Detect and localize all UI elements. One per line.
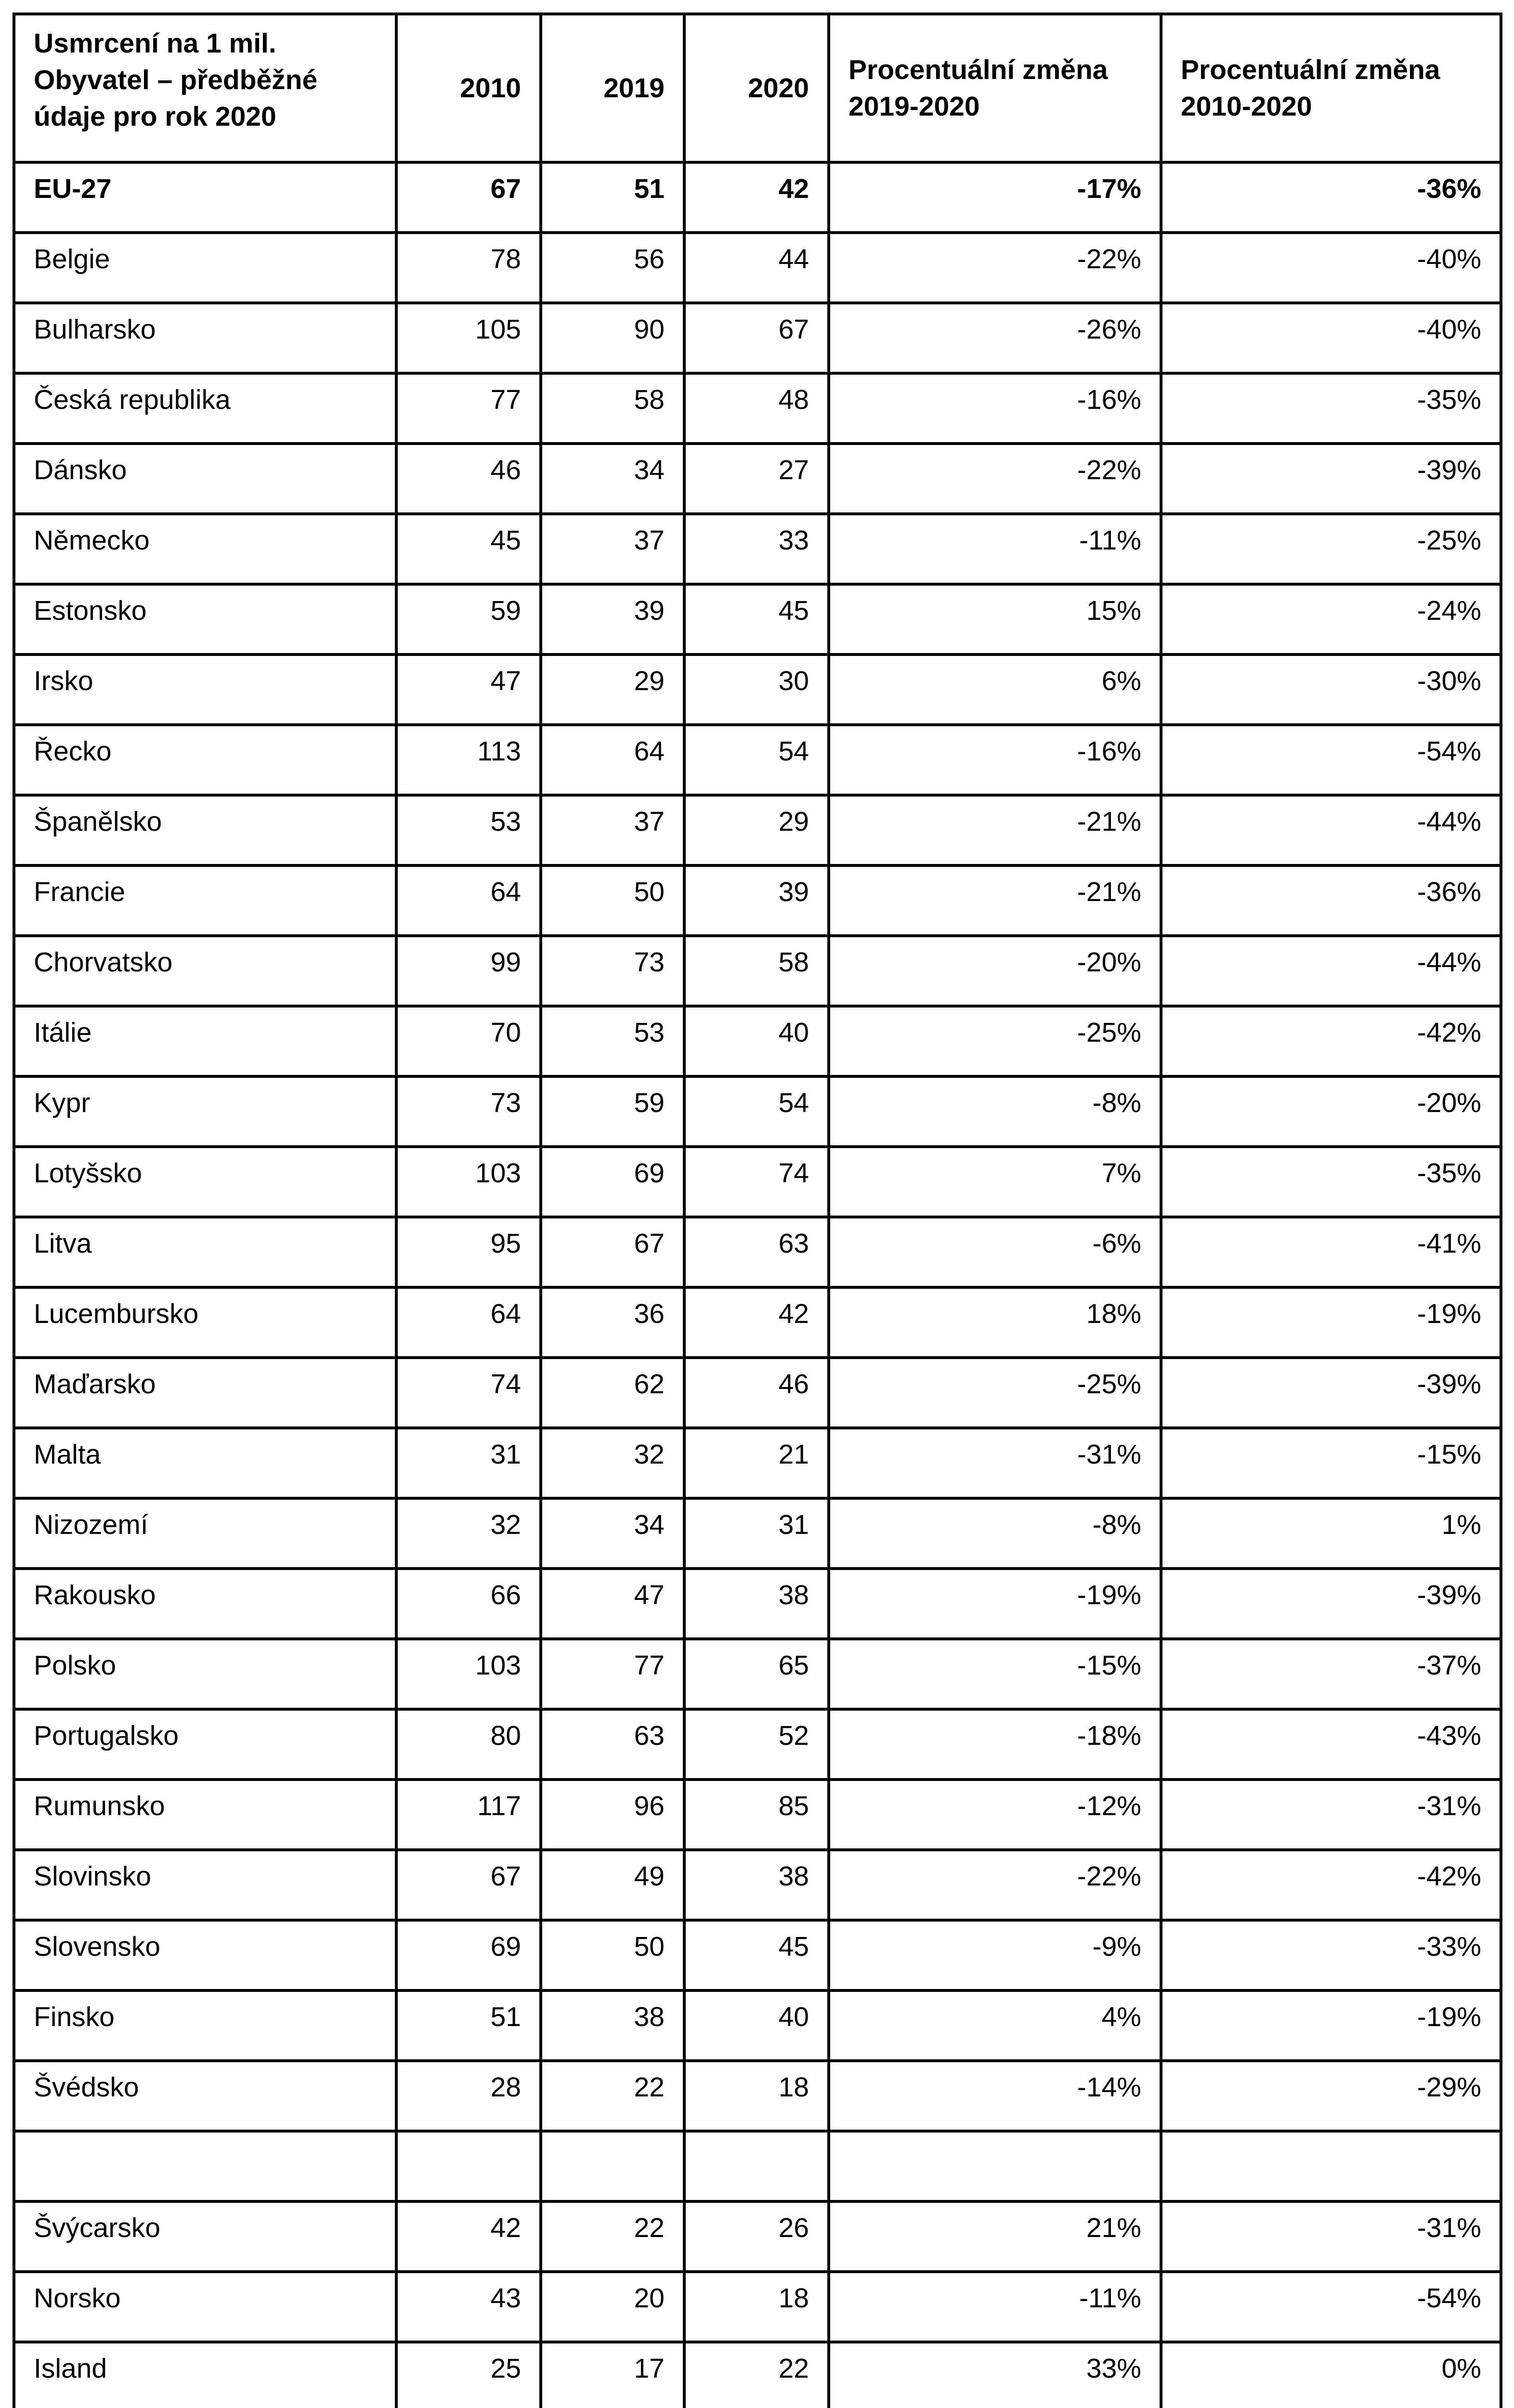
change-2019-2020-cell: -25% (829, 1358, 1161, 1428)
country-cell: Malta (14, 1428, 396, 1498)
value-2010-cell (396, 2131, 541, 2201)
value-2020-cell: 44 (684, 233, 829, 303)
value-2020-cell: 52 (684, 1709, 829, 1780)
change-2010-2020-cell: -54% (1161, 2272, 1501, 2342)
header-change-2019-2020: Procentuální změna 2019-2020 (829, 14, 1161, 162)
change-2010-2020-cell: -40% (1161, 233, 1501, 303)
value-2010-cell: 80 (396, 1709, 541, 1780)
value-2020-cell: 63 (684, 1217, 829, 1287)
value-2019-cell: 69 (541, 1147, 684, 1217)
country-cell: Polsko (14, 1639, 396, 1709)
value-2020-cell: 48 (684, 373, 829, 444)
country-cell: Německo (14, 514, 396, 584)
table-row (14, 1990, 1501, 2061)
table-row (14, 162, 1501, 233)
value-2019-cell: 50 (541, 1920, 684, 1990)
value-2020-cell: 40 (684, 1990, 829, 2061)
table-row (14, 1147, 1501, 1217)
change-2019-2020-cell: -22% (829, 233, 1161, 303)
table-row (14, 2272, 1501, 2342)
change-2010-2020-cell: -37% (1161, 1639, 1501, 1709)
value-2010-cell: 70 (396, 1006, 541, 1076)
change-2019-2020-cell: 6% (829, 654, 1161, 725)
value-2020-cell: 38 (684, 1569, 829, 1639)
country-cell: Maďarsko (14, 1358, 396, 1428)
table-row (14, 373, 1501, 444)
table-row (14, 1639, 1501, 1709)
change-2019-2020-cell: -16% (829, 373, 1161, 444)
value-2019-cell: 49 (541, 1850, 684, 1920)
table-row (14, 2201, 1501, 2272)
value-2010-cell: 28 (396, 2061, 541, 2131)
value-2010-cell: 74 (396, 1358, 541, 1428)
change-2010-2020-cell: 1% (1161, 1498, 1501, 1569)
value-2020-cell: 30 (684, 654, 829, 725)
country-cell: Řecko (14, 725, 396, 795)
value-2010-cell: 78 (396, 233, 541, 303)
value-2020-cell: 67 (684, 303, 829, 373)
value-2020-cell: 18 (684, 2272, 829, 2342)
value-2019-cell: 32 (541, 1428, 684, 1498)
table-row (14, 654, 1501, 725)
change-2019-2020-cell: -14% (829, 2061, 1161, 2131)
value-2010-cell: 69 (396, 1920, 541, 1990)
change-2019-2020-cell (829, 2131, 1161, 2201)
change-2010-2020-cell: -19% (1161, 1990, 1501, 2061)
header-2019: 2019 (541, 14, 684, 162)
change-2019-2020-cell: -25% (829, 1006, 1161, 1076)
value-2019-cell: 17 (541, 2342, 684, 2408)
value-2019-cell: 64 (541, 725, 684, 795)
table-row (14, 1006, 1501, 1076)
value-2020-cell: 65 (684, 1639, 829, 1709)
value-2010-cell: 73 (396, 1076, 541, 1147)
table-row (14, 1076, 1501, 1147)
table-body (14, 162, 1501, 2408)
change-2019-2020-cell: -8% (829, 1076, 1161, 1147)
value-2020-cell: 40 (684, 1006, 829, 1076)
value-2010-cell: 53 (396, 795, 541, 865)
value-2020-cell: 42 (684, 1287, 829, 1358)
value-2020-cell: 27 (684, 444, 829, 514)
table-row (14, 1428, 1501, 1498)
country-cell: Nizozemí (14, 1498, 396, 1569)
value-2010-cell: 103 (396, 1147, 541, 1217)
value-2019-cell: 22 (541, 2201, 684, 2272)
change-2010-2020-cell: -19% (1161, 1287, 1501, 1358)
table-row (14, 1498, 1501, 1569)
change-2019-2020-cell: -21% (829, 865, 1161, 936)
change-2019-2020-cell: -16% (829, 725, 1161, 795)
country-cell: Island (14, 2342, 396, 2408)
change-2010-2020-cell: -20% (1161, 1076, 1501, 1147)
value-2010-cell: 46 (396, 444, 541, 514)
country-cell: Chorvatsko (14, 936, 396, 1006)
header-change-2010-2020: Procentuální změna 2010-2020 (1161, 14, 1501, 162)
value-2020-cell: 33 (684, 514, 829, 584)
change-2010-2020-cell: -30% (1161, 654, 1501, 725)
change-2019-2020-cell: -15% (829, 1639, 1161, 1709)
country-cell: Itálie (14, 1006, 396, 1076)
value-2010-cell: 103 (396, 1639, 541, 1709)
value-2019-cell: 37 (541, 795, 684, 865)
value-2020-cell: 38 (684, 1850, 829, 1920)
value-2019-cell: 73 (541, 936, 684, 1006)
value-2019-cell: 59 (541, 1076, 684, 1147)
change-2019-2020-cell: -12% (829, 1780, 1161, 1850)
value-2010-cell: 66 (396, 1569, 541, 1639)
change-2019-2020-cell: 4% (829, 1990, 1161, 2061)
value-2019-cell: 34 (541, 444, 684, 514)
change-2010-2020-cell: -41% (1161, 1217, 1501, 1287)
value-2019-cell: 39 (541, 584, 684, 654)
header-country: Usmrcení na 1 mil. Obyvatel – předběžné údaje pro rok 2020 (14, 14, 396, 162)
change-2010-2020-cell: -25% (1161, 514, 1501, 584)
value-2020-cell: 74 (684, 1147, 829, 1217)
change-2010-2020-cell: 0% (1161, 2342, 1501, 2408)
value-2020-cell: 54 (684, 725, 829, 795)
change-2019-2020-cell: -31% (829, 1428, 1161, 1498)
country-cell: Rumunsko (14, 1780, 396, 1850)
value-2010-cell: 45 (396, 514, 541, 584)
change-2019-2020-cell: -8% (829, 1498, 1161, 1569)
country-cell: EU-27 (14, 162, 396, 233)
change-2019-2020-cell: 33% (829, 2342, 1161, 2408)
country-cell: Švýcarsko (14, 2201, 396, 2272)
country-cell (14, 2131, 396, 2201)
change-2019-2020-cell: -22% (829, 444, 1161, 514)
change-2010-2020-cell: -35% (1161, 1147, 1501, 1217)
table-row (14, 584, 1501, 654)
value-2020-cell: 29 (684, 795, 829, 865)
change-2010-2020-cell: -39% (1161, 1358, 1501, 1428)
change-2010-2020-cell: -36% (1161, 865, 1501, 936)
value-2020-cell: 22 (684, 2342, 829, 2408)
change-2010-2020-cell (1161, 2131, 1501, 2201)
header-2010: 2010 (396, 14, 541, 162)
change-2010-2020-cell: -39% (1161, 444, 1501, 514)
value-2019-cell: 29 (541, 654, 684, 725)
country-cell: Norsko (14, 2272, 396, 2342)
table-row (14, 795, 1501, 865)
table-row (14, 936, 1501, 1006)
value-2019-cell (541, 2131, 684, 2201)
change-2019-2020-cell: -11% (829, 2272, 1161, 2342)
value-2019-cell: 53 (541, 1006, 684, 1076)
value-2019-cell: 96 (541, 1780, 684, 1850)
country-cell: Dánsko (14, 444, 396, 514)
country-cell: Irsko (14, 654, 396, 725)
change-2010-2020-cell: -29% (1161, 2061, 1501, 2131)
country-cell: Slovensko (14, 1920, 396, 1990)
change-2010-2020-cell: -39% (1161, 1569, 1501, 1639)
value-2019-cell: 47 (541, 1569, 684, 1639)
change-2010-2020-cell: -44% (1161, 936, 1501, 1006)
value-2020-cell: 42 (684, 162, 829, 233)
country-cell: Belgie (14, 233, 396, 303)
table-row (14, 233, 1501, 303)
value-2010-cell: 47 (396, 654, 541, 725)
value-2020-cell: 58 (684, 936, 829, 1006)
change-2019-2020-cell: -6% (829, 1217, 1161, 1287)
table-row (14, 2342, 1501, 2408)
change-2010-2020-cell: -31% (1161, 2201, 1501, 2272)
change-2019-2020-cell: -20% (829, 936, 1161, 1006)
fatalities-table (13, 13, 1502, 2408)
change-2019-2020-cell: 15% (829, 584, 1161, 654)
country-cell: Litva (14, 1217, 396, 1287)
value-2010-cell: 42 (396, 2201, 541, 2272)
table-row (14, 1358, 1501, 1428)
table-row (14, 865, 1501, 936)
table-row (14, 1850, 1501, 1920)
country-cell: Lucembursko (14, 1287, 396, 1358)
value-2010-cell: 64 (396, 865, 541, 936)
value-2010-cell: 32 (396, 1498, 541, 1569)
change-2010-2020-cell: -36% (1161, 162, 1501, 233)
change-2010-2020-cell: -24% (1161, 584, 1501, 654)
value-2020-cell: 31 (684, 1498, 829, 1569)
value-2010-cell: 95 (396, 1217, 541, 1287)
country-cell: Portugalsko (14, 1709, 396, 1780)
value-2010-cell: 25 (396, 2342, 541, 2408)
value-2019-cell: 63 (541, 1709, 684, 1780)
country-cell: Španělsko (14, 795, 396, 865)
value-2019-cell: 22 (541, 2061, 684, 2131)
country-cell: Česká republika (14, 373, 396, 444)
table-header-row (14, 14, 1501, 162)
change-2019-2020-cell: -17% (829, 162, 1161, 233)
table-row (14, 1920, 1501, 1990)
country-cell: Bulharsko (14, 303, 396, 373)
country-cell: Švédsko (14, 2061, 396, 2131)
change-2019-2020-cell: -22% (829, 1850, 1161, 1920)
value-2019-cell: 34 (541, 1498, 684, 1569)
table-row (14, 1780, 1501, 1850)
table-row (14, 1709, 1501, 1780)
value-2020-cell: 21 (684, 1428, 829, 1498)
table-row (14, 2131, 1501, 2201)
value-2010-cell: 117 (396, 1780, 541, 1850)
country-cell: Rakousko (14, 1569, 396, 1639)
value-2020-cell: 46 (684, 1358, 829, 1428)
change-2019-2020-cell: -11% (829, 514, 1161, 584)
change-2010-2020-cell: -15% (1161, 1428, 1501, 1498)
value-2010-cell: 67 (396, 162, 541, 233)
value-2010-cell: 51 (396, 1990, 541, 2061)
table-row (14, 1287, 1501, 1358)
value-2020-cell: 54 (684, 1076, 829, 1147)
table-row (14, 444, 1501, 514)
value-2019-cell: 77 (541, 1639, 684, 1709)
value-2020-cell: 18 (684, 2061, 829, 2131)
value-2010-cell: 99 (396, 936, 541, 1006)
value-2019-cell: 37 (541, 514, 684, 584)
change-2019-2020-cell: -21% (829, 795, 1161, 865)
country-cell: Finsko (14, 1990, 396, 2061)
value-2020-cell: 85 (684, 1780, 829, 1850)
value-2010-cell: 31 (396, 1428, 541, 1498)
change-2010-2020-cell: -40% (1161, 303, 1501, 373)
value-2019-cell: 56 (541, 233, 684, 303)
value-2019-cell: 67 (541, 1217, 684, 1287)
change-2010-2020-cell: -43% (1161, 1709, 1501, 1780)
change-2010-2020-cell: -42% (1161, 1006, 1501, 1076)
country-cell: Slovinsko (14, 1850, 396, 1920)
change-2010-2020-cell: -31% (1161, 1780, 1501, 1850)
change-2010-2020-cell: -42% (1161, 1850, 1501, 1920)
value-2010-cell: 105 (396, 303, 541, 373)
value-2020-cell: 39 (684, 865, 829, 936)
table-row (14, 1217, 1501, 1287)
value-2019-cell: 50 (541, 865, 684, 936)
value-2019-cell: 62 (541, 1358, 684, 1428)
change-2019-2020-cell: 21% (829, 2201, 1161, 2272)
change-2019-2020-cell: -18% (829, 1709, 1161, 1780)
value-2019-cell: 20 (541, 2272, 684, 2342)
table-row (14, 514, 1501, 584)
value-2020-cell (684, 2131, 829, 2201)
change-2010-2020-cell: -44% (1161, 795, 1501, 865)
change-2019-2020-cell: 7% (829, 1147, 1161, 1217)
value-2019-cell: 51 (541, 162, 684, 233)
value-2010-cell: 59 (396, 584, 541, 654)
change-2019-2020-cell: -9% (829, 1920, 1161, 1990)
change-2019-2020-cell: 18% (829, 1287, 1161, 1358)
value-2010-cell: 43 (396, 2272, 541, 2342)
value-2020-cell: 26 (684, 2201, 829, 2272)
value-2010-cell: 67 (396, 1850, 541, 1920)
value-2020-cell: 45 (684, 584, 829, 654)
table-row (14, 1569, 1501, 1639)
change-2010-2020-cell: -33% (1161, 1920, 1501, 1990)
value-2019-cell: 90 (541, 303, 684, 373)
value-2019-cell: 58 (541, 373, 684, 444)
value-2020-cell: 45 (684, 1920, 829, 1990)
change-2019-2020-cell: -19% (829, 1569, 1161, 1639)
header-2020: 2020 (684, 14, 829, 162)
value-2019-cell: 38 (541, 1990, 684, 2061)
country-cell: Francie (14, 865, 396, 936)
change-2010-2020-cell: -35% (1161, 373, 1501, 444)
country-cell: Kypr (14, 1076, 396, 1147)
country-cell: Estonsko (14, 584, 396, 654)
value-2019-cell: 36 (541, 1287, 684, 1358)
table-row (14, 725, 1501, 795)
value-2010-cell: 113 (396, 725, 541, 795)
value-2010-cell: 77 (396, 373, 541, 444)
change-2010-2020-cell: -54% (1161, 725, 1501, 795)
change-2019-2020-cell: -26% (829, 303, 1161, 373)
table-row (14, 303, 1501, 373)
value-2010-cell: 64 (396, 1287, 541, 1358)
table-row (14, 2061, 1501, 2131)
country-cell: Lotyšsko (14, 1147, 396, 1217)
